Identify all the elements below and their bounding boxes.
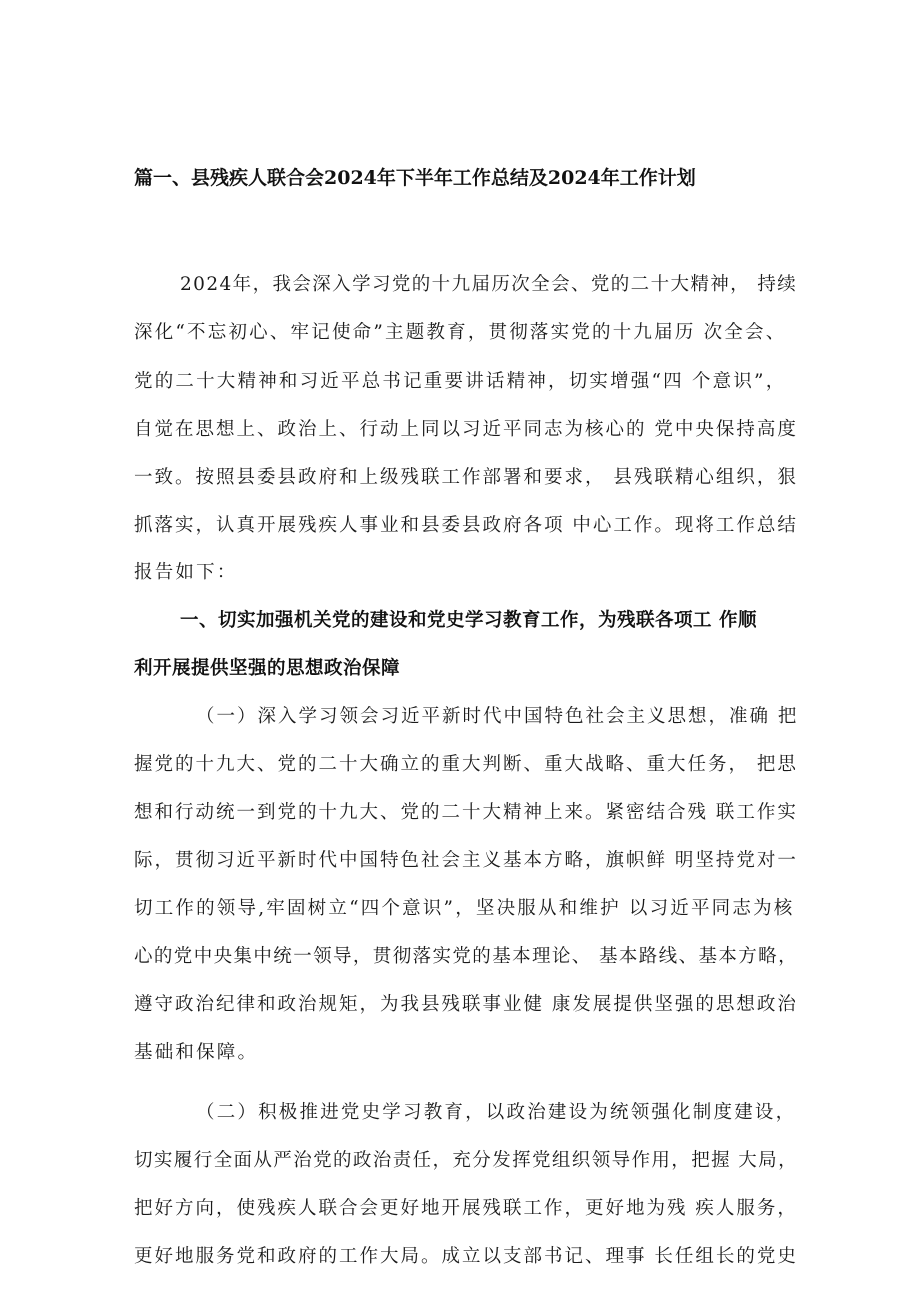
sub-1-line-6: 心的党中央集中统一领导，贯彻落实党的基本理论、 基本路线、基本方略， bbox=[134, 946, 798, 967]
sub-1-line-7: 遵守政治纪律和政治规矩，为我县残联事业健 康发展提供坚强的思想政治 bbox=[134, 994, 798, 1015]
intro-line-6: 抓落实，认真开展残疾人事业和县委县政府各项 中心工作。现将工作总结 bbox=[134, 515, 798, 536]
sub-2-line-2: 切实履行全面从严治党的政治责任，充分发挥党组织领导作用，把握 大局， bbox=[134, 1150, 798, 1171]
document-title: 篇一、县残疾人联合会2024年下半年工作总结及2024年工作计划 bbox=[134, 167, 696, 189]
section-1-heading-line-2: 利开展提供坚强的思想政治保障 bbox=[134, 658, 401, 679]
intro-line-1: 2024年，我会深入学习党的十九届历次全会、党的二十大精神， 持续 bbox=[180, 274, 798, 295]
sub-1-line-5: 切工作的领导,牢固树立“四个意识”，坚决服从和维护 以习近平同志为核 bbox=[134, 898, 795, 919]
sub-1-line-3: 想和行动统一到党的十九大、党的二十大精神上来。紧密结合残 联工作实 bbox=[134, 802, 798, 823]
sub-1-line-8: 基础和保障。 bbox=[134, 1042, 259, 1063]
sub-2-line-4: 更好地服务党和政府的工作大局。成立以支部书记、理事 长任组长的党史 bbox=[134, 1246, 798, 1267]
section-1-heading-line-1: 一、切实加强机关党的建设和党史学习教育工作，为残联各项工 作顺 bbox=[180, 610, 757, 631]
sub-2-line-3: 把好方向，使残疾人联合会更好地开展残联工作，更好地为残 疾人服务， bbox=[134, 1198, 798, 1219]
intro-line-2: 深化“不忘初心、牢记使命”主题教育，贯彻落实党的十九届历 次全会、 bbox=[134, 322, 787, 343]
sub-2-line-1: （二）积极推进党史学习教育，以政治建设为统领强化制度建设， bbox=[196, 1102, 797, 1123]
intro-line-7: 报告如下： bbox=[134, 562, 238, 583]
intro-line-4: 自觉在思想上、政治上、行动上同以习近平同志为核心的 党中央保持高度 bbox=[134, 419, 798, 440]
sub-1-line-4: 际，贯彻习近平新时代中国特色社会主义基本方略，旗帜鲜 明坚持党对一 bbox=[134, 850, 798, 871]
intro-line-5: 一致。按照县委县政府和上级残联工作部署和要求， 县残联精心组织，狠 bbox=[134, 467, 798, 488]
sub-1-line-1: （一）深入学习领会习近平新时代中国特色社会主义思想，准确 把 bbox=[196, 706, 799, 727]
intro-line-3: 党的二十大精神和习近平总书记重要讲话精神，切实增强“四 个意识”， bbox=[134, 371, 787, 392]
sub-1-line-2: 握党的十九大、党的二十大确立的重大判断、重大战略、重大任务， 把思 bbox=[134, 754, 798, 775]
